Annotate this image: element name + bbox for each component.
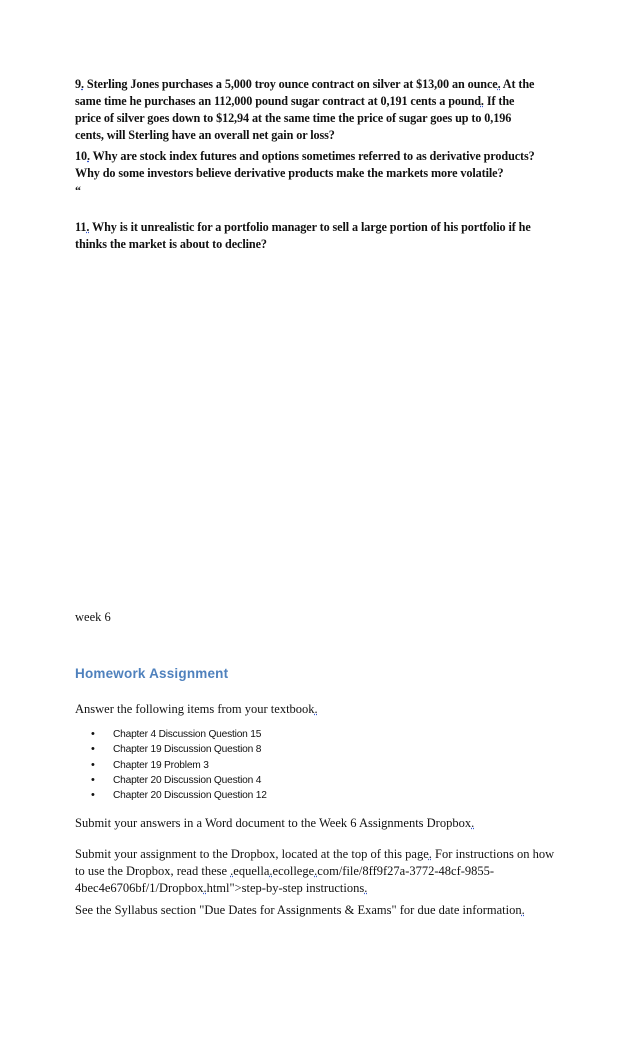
syllabus-note: See the Syllabus section "Due Dates for Assignments & Exams" for due date information. [75, 903, 525, 917]
homework-heading: Homework Assignment [75, 666, 229, 681]
homework-item-list [75, 727, 267, 803]
bullet-icon: • [91, 789, 95, 802]
question-11: 11. Why is it unrealistic for a portfolio manager to sell a large portion of his portfolio if he thinks the market is about to decline? [75, 220, 531, 251]
bullet-icon: • [91, 743, 95, 756]
list-item: • Chapter 4 Discussion Question 15 [75, 727, 267, 742]
bullet-icon: • [91, 728, 95, 740]
question-10: 10. Why are stock index futures and options sometimes referred to as derivative products? Why do some investors believe derivative products make the markets more volatile? [75, 149, 535, 180]
submit-instructions: Submit your answers in a Word document to the Week 6 Assignments Dropbox. [75, 816, 475, 830]
homework-intro: Answer the following items from your textbook. [75, 702, 318, 716]
dropbox-instructions: Submit your assignment to the Dropbox, located at the top of this page. For instructions on how to use the Dropbox, read these .equella.ecollege.com/file/8ff9f27a-3772-48cf-9855- 4bec4e6706bf/1/Dropbox.html">step-by-step instructions. [75, 847, 555, 895]
stray-quote-mark: “ [75, 183, 81, 197]
week-label: week 6 [75, 610, 111, 624]
question-9: 9. Sterling Jones purchases a 5,000 troy ounce contract on silver at $13,00 an ounce. At the same time he purchases an 112,000 pound sugar contract at 0,191 cents a pound. If the price of silver goes down to $12,94 at the same time the price of sugar goes up to 0,196 cents, will Sterling have an overall net gain or loss? [75, 77, 535, 142]
list-item: • Chapter 19 Discussion Question 8 [75, 742, 267, 757]
list-item: • Chapter 19 Problem 3 [75, 758, 267, 773]
bullet-icon: • [91, 773, 95, 786]
list-item: • Chapter 20 Discussion Question 12 [75, 788, 267, 803]
list-item: • Chapter 20 Discussion Question 4 [75, 773, 267, 788]
bullet-icon: • [91, 758, 95, 771]
